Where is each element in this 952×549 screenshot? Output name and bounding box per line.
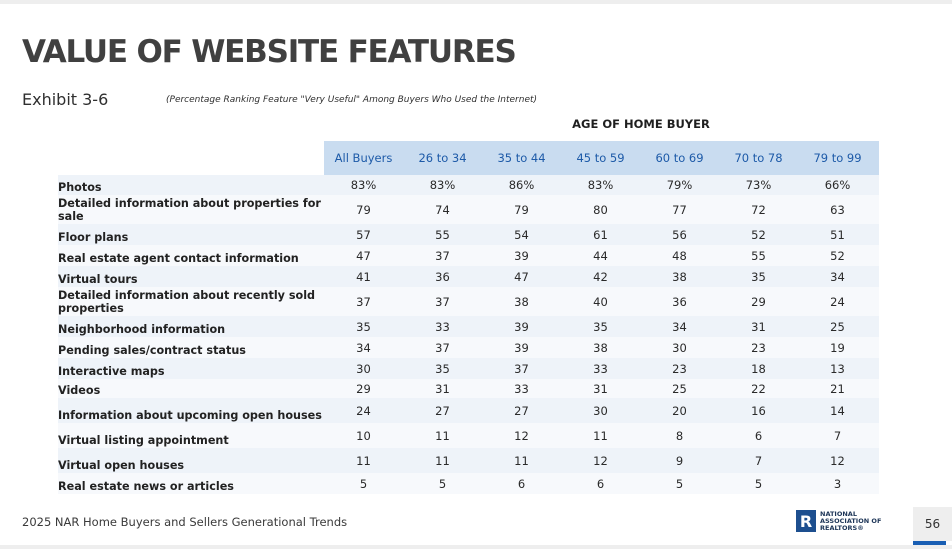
row-label: Neighborhood information [58,323,226,336]
table-row [58,316,879,337]
table-cell: 41 [356,269,371,284]
row-label: Floor plans [58,231,129,244]
logo-line-1: NATIONAL [820,509,857,518]
exhibit-label: Exhibit 3-6 [22,90,109,109]
row-label: Virtual tours [58,273,138,286]
realtor-r-icon: R [796,510,816,532]
table-row [58,473,879,494]
column-header: 26 to 34 [418,151,467,165]
table-row [58,266,879,287]
table-cell: 31 [435,381,450,396]
table-row [58,195,879,224]
table-cell: 56 [672,227,687,242]
page-title: VALUE OF WEBSITE FEATURES [22,34,516,70]
table-cell: 30 [593,403,608,418]
top-strip [0,0,952,4]
table-cell: 52 [830,248,845,263]
table-cell: 55 [435,227,450,242]
table-cell: 20 [672,403,687,418]
table-row [58,423,879,448]
nar-logo [796,510,881,532]
table-cell: 38 [593,340,608,355]
table-cell: 63 [830,202,845,217]
table-cell: 34 [672,319,687,334]
table-cell: 27 [435,403,450,418]
logo-text [820,511,881,532]
table-row [58,448,879,473]
column-header: All Buyers [334,151,393,165]
table-cell: 31 [593,381,608,396]
table-cell: 37 [435,294,450,309]
table-cell: 37 [356,294,371,309]
table-cell: 52 [751,227,766,242]
table-cell: 55 [751,248,766,263]
table-subtitle: (Percentage Ranking Feature "Very Useful" Among Buyers Who Used the Internet) [166,95,538,105]
table-cell: 79 [514,202,529,217]
row-label: Detailed information about recently sold properties [58,289,316,315]
table-cell: 47 [356,248,371,263]
table-cell: 54 [514,227,529,242]
table-cell: 33 [435,319,450,334]
table-cell: 77 [672,202,687,217]
table-cell: 39 [514,340,529,355]
table-cell: 13 [830,361,845,376]
row-label: Detailed information about properties for sale [58,197,321,223]
table-cell: 73% [745,178,772,192]
table-cell: 66% [824,178,851,192]
table-cell: 22 [751,381,766,396]
column-header: 60 to 69 [655,151,704,165]
page-number: 56 [924,517,941,531]
row-label: Real estate agent contact information [58,252,299,265]
table-cell: 83% [350,178,377,192]
table-cell: 42 [593,269,608,284]
table-cell: 24 [356,403,371,418]
table-cell: 6 [754,428,763,443]
table-cell: 3 [833,476,842,491]
table-cell: 34 [830,269,845,284]
table-cell: 25 [830,319,845,334]
table-cell: 5 [675,476,684,491]
column-header: 70 to 78 [734,151,783,165]
table-cell: 11 [514,453,529,468]
table-row [58,358,879,379]
table-cell: 19 [830,340,845,355]
table-cell: 39 [514,248,529,263]
row-label: Pending sales/contract status [58,344,246,357]
table-cell: 21 [830,381,845,396]
table-cell: 36 [435,269,450,284]
table-cell: 80 [593,202,608,217]
row-label: Information about upcoming open houses [58,409,322,422]
row-label: Photos [58,181,102,194]
table-cell: 47 [514,269,529,284]
table-cell: 44 [593,248,608,263]
age-group-title: AGE OF HOME BUYER [572,117,710,131]
table-row [58,287,879,316]
table-cell: 35 [593,319,608,334]
table-cell: 83% [429,178,456,192]
table-header-row [58,141,879,175]
table-cell: 5 [359,476,368,491]
table-cell: 23 [751,340,766,355]
table-cell: 6 [596,476,605,491]
table-cell: 6 [517,476,526,491]
row-label: Virtual open houses [58,459,185,472]
table-cell: 7 [754,453,763,468]
table-cell: 25 [672,381,687,396]
table-cell: 29 [356,381,371,396]
logo-line-3: REALTORS® [820,523,864,532]
table-cell: 37 [514,361,529,376]
table-cell: 11 [435,428,450,443]
table-cell: 35 [356,319,371,334]
column-header: 35 to 44 [497,151,546,165]
table-cell: 30 [356,361,371,376]
row-label: Interactive maps [58,365,165,378]
table-cell: 33 [593,361,608,376]
table-cell: 18 [751,361,766,376]
logo-line-2: ASSOCIATION OF [820,516,882,525]
table-row [58,224,879,245]
table-cell: 11 [593,428,608,443]
table-cell: 79% [666,178,693,192]
table-cell: 11 [356,453,371,468]
table-cell: 51 [830,227,845,242]
table-cell: 7 [833,428,842,443]
table-cell: 35 [435,361,450,376]
table-cell: 12 [593,453,608,468]
table-row [58,379,879,398]
table-row [58,398,879,423]
row-label: Real estate news or articles [58,480,234,493]
table-row [58,245,879,266]
table-cell: 9 [675,453,684,468]
table-cell: 12 [514,428,529,443]
table-cell: 57 [356,227,371,242]
table-cell: 31 [751,319,766,334]
data-table [58,141,879,494]
table-cell: 29 [751,294,766,309]
table-cell: 83% [587,178,614,192]
bottom-strip [0,545,952,549]
table-cell: 34 [356,340,371,355]
row-label: Virtual listing appointment [58,434,229,447]
table-cell: 5 [438,476,447,491]
table-cell: 37 [435,248,450,263]
table-cell: 61 [593,227,608,242]
footer-source: 2025 NAR Home Buyers and Sellers Generational Trends [22,515,348,529]
table-cell: 12 [830,453,845,468]
table-cell: 39 [514,319,529,334]
table-cell: 86% [508,178,535,192]
row-label: Videos [58,384,101,397]
table-row [58,175,879,195]
table-cell: 37 [435,340,450,355]
table-cell: 24 [830,294,845,309]
table-cell: 27 [514,403,529,418]
table-cell: 16 [751,403,766,418]
table-cell: 11 [435,453,450,468]
table-cell: 79 [356,202,371,217]
table-body [58,175,879,494]
table-cell: 30 [672,340,687,355]
table-cell: 36 [672,294,687,309]
table-cell: 8 [675,428,684,443]
table-cell: 72 [751,202,766,217]
table-row [58,337,879,358]
table-cell: 23 [672,361,687,376]
page-number-box [913,507,952,541]
table-cell: 35 [751,269,766,284]
table-cell: 10 [356,428,371,443]
table-cell: 38 [514,294,529,309]
table-cell: 33 [514,381,529,396]
column-header: 79 to 99 [813,151,862,165]
table-cell: 14 [830,403,845,418]
table-cell: 48 [672,248,687,263]
table-cell: 38 [672,269,687,284]
table-cell: 40 [593,294,608,309]
table-cell: 5 [754,476,763,491]
table-cell: 74 [435,202,450,217]
column-header: 45 to 59 [576,151,625,165]
